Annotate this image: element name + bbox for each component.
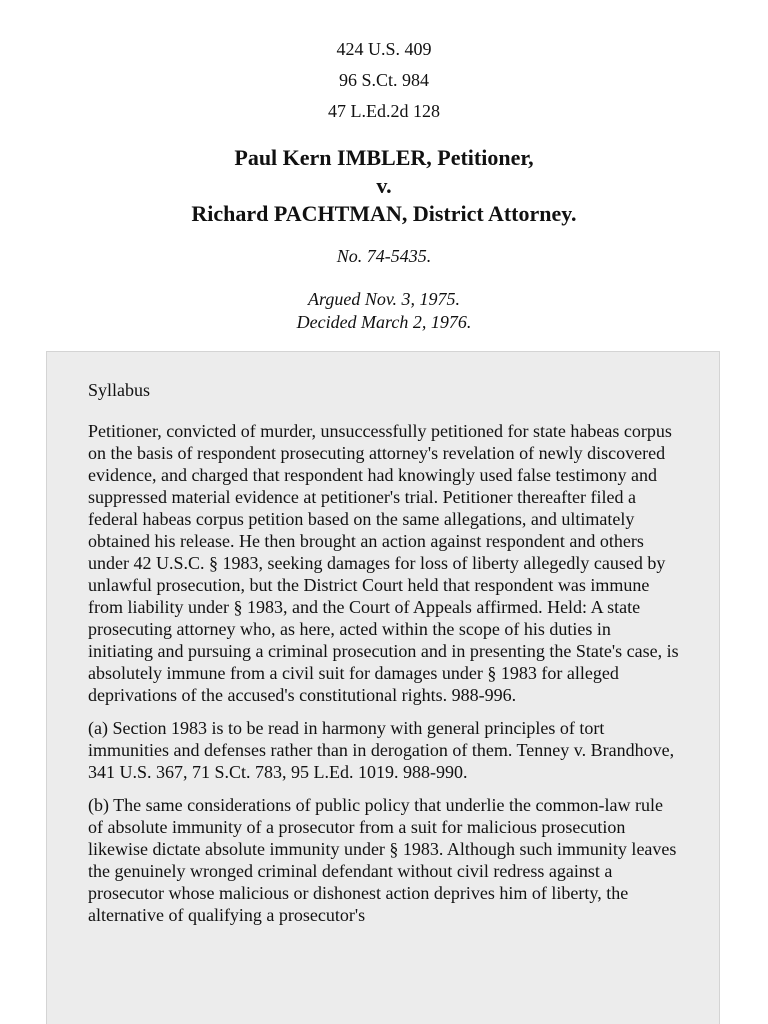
- argued-date: Argued Nov. 3, 1975.: [308, 289, 460, 309]
- syllabus-panel: [46, 351, 720, 1024]
- docket-number: No. 74-5435.: [336, 246, 432, 266]
- syllabus-heading: Syllabus: [88, 380, 151, 400]
- case-title: [0, 144, 768, 228]
- syllabus-paragraph-a: (a) Section 1983 is to be read in harmony with general principles of tort immunities and defenses rather than in derogation of them. Tenney v. Brandhove, 341 U.S. 367, 71 S.Ct. 783, 95 L.Ed. 1019. 988-990.: [88, 718, 675, 782]
- citation-us-reports: 424 U.S. 409: [336, 39, 432, 59]
- respondent-name: Richard PACHTMAN, District Attorney.: [191, 201, 577, 226]
- syllabus-paragraph-b: (b) The same considerations of public policy that underlie the common-law rule of absolute immunity of a prosecutor from a suit for malicious prosecution likewise dictate absolute immunity under § 1983. Although such immunity leaves the genuinely wronged criminal defendant without civil redress against a prosecutor whose malicious or dishonest action deprives him of liberty, the alternative of qualifying a prosecutor's: [88, 795, 677, 925]
- versus-label: v.: [376, 173, 392, 198]
- case-dates: [0, 288, 768, 334]
- petitioner-name: Paul Kern IMBLER, Petitioner,: [234, 145, 534, 170]
- syllabus-paragraph-summary: Petitioner, convicted of murder, unsuccessfully petitioned for state habeas corpus on the basis of respondent prosecuting attorney's revelation of newly discovered evidence, and charged that respondent had knowingly used false testimony and suppressed material evidence at petitioner's trial. Petitioner thereafter filed a federal habeas corpus petition based on the same allegations, and ultimately obtained his release. He then brought an action against respondent and others under 42 U.S.C. § 1983, seeking damages for loss of liberty allegedly caused by unlawful prosecution, but the District Court held that respondent was immune from liability under § 1983, and the Court of Appeals affirmed. Held: A state prosecuting attorney who, as here, acted within the scope of his duties in initiating and pursuing a criminal prosecution and in presenting the State's case, is absolutely immune from a civil suit for damages under § 1983 for alleged deprivations of the accused's constitutional rights. 988-996.: [88, 421, 679, 705]
- citation-block: [0, 34, 768, 127]
- citation-lawyers-edition: 47 L.Ed.2d 128: [328, 101, 440, 121]
- decided-date: Decided March 2, 1976.: [296, 312, 472, 332]
- citation-supreme-court-reporter: 96 S.Ct. 984: [338, 70, 430, 90]
